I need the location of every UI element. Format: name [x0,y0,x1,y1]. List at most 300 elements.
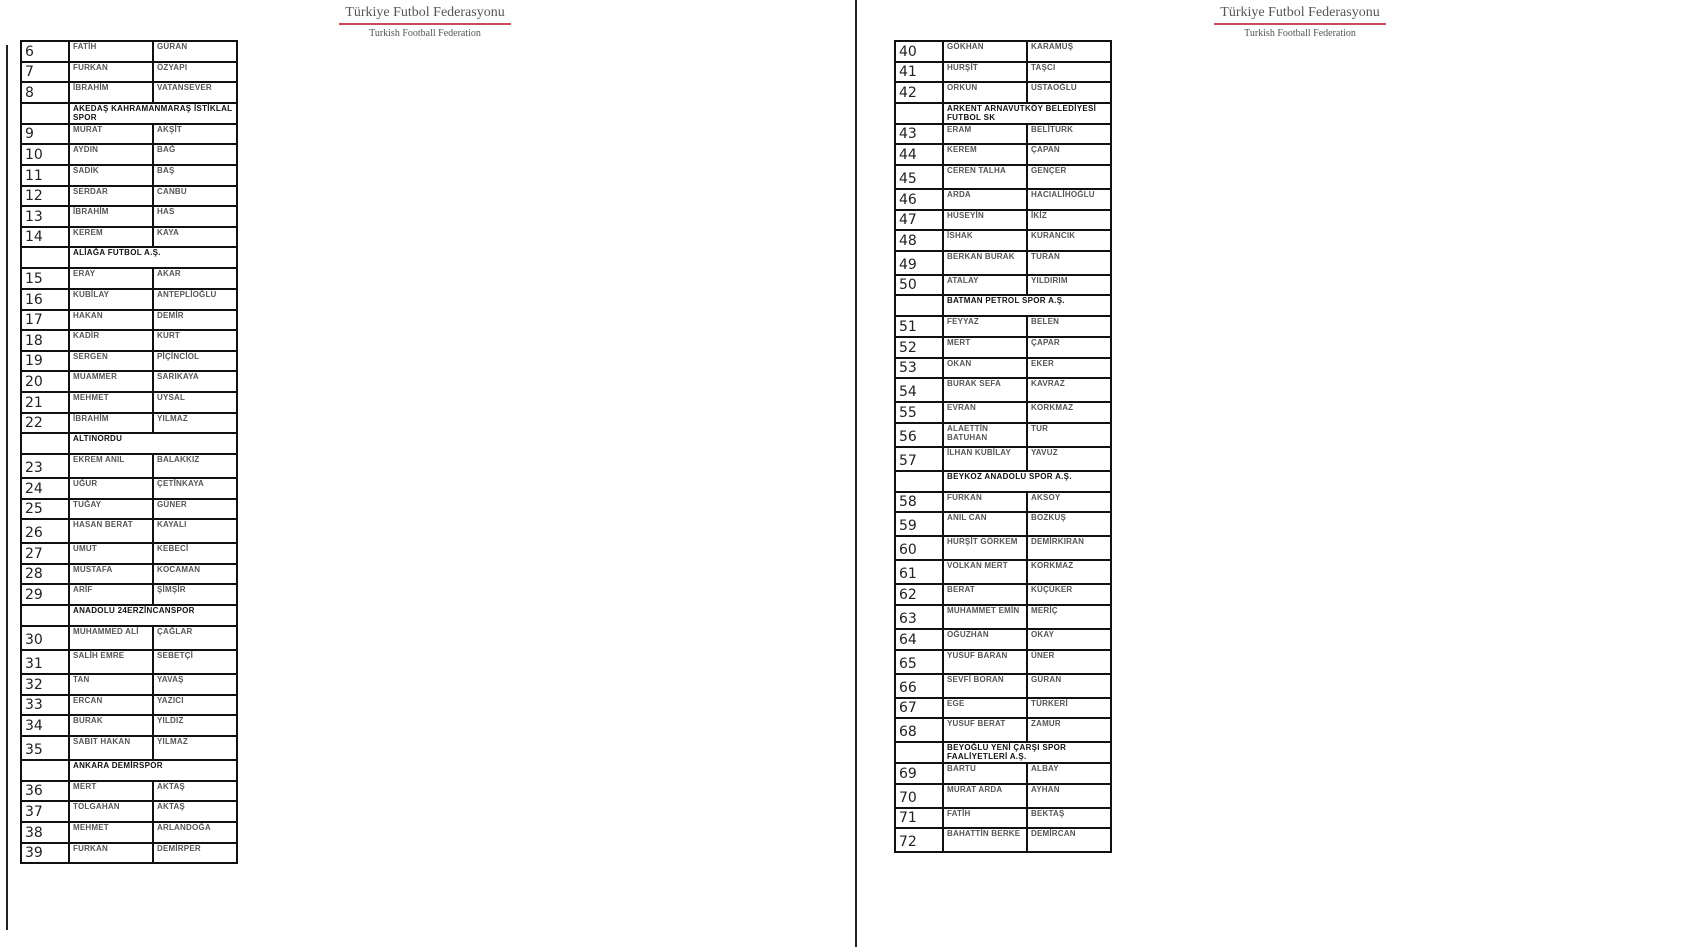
player-row [895,763,1111,784]
team-header-row [895,742,1111,763]
player-row [895,82,1111,103]
player-first-name: FATİH [943,808,1027,829]
player-first-name: ORKUN [943,82,1027,103]
player-first-name: MURAT [69,124,153,145]
player-row [21,781,237,802]
player-first-name: OĞUZHAN [943,629,1027,650]
player-last-name: VATANSEVER [153,82,237,103]
player-last-name: GÜNER [153,499,237,520]
player-row [21,695,237,716]
team-name: ANKARA DEMİRSPOR [69,760,237,781]
player-last-name: GÜRAN [153,41,237,62]
row-number-cell [21,433,69,454]
player-first-name: SADIK [69,165,153,186]
player-first-name: MERT [69,781,153,802]
player-last-name: TUR [1027,423,1111,447]
letterhead [325,4,525,40]
player-row [895,650,1111,674]
player-last-name: AYHAN [1027,784,1111,808]
player-row [895,402,1111,423]
row-number: 28 [21,564,69,585]
row-number: 43 [895,124,943,145]
row-number: 24 [21,478,69,499]
player-first-name: OKAN [943,358,1027,379]
row-number: 35 [21,736,69,760]
player-last-name: DEMİRPER [153,843,237,864]
team-header-row [21,760,237,781]
player-row [21,62,237,83]
player-first-name: FATİH [69,41,153,62]
player-row [21,543,237,564]
player-first-name: AYDIN [69,144,153,165]
player-last-name: ŞİMŞİR [153,584,237,605]
player-first-name: MURAT ARDA [943,784,1027,808]
player-first-name: FURKAN [69,843,153,864]
roster-table [894,40,1112,853]
player-last-name: KAVRAZ [1027,378,1111,402]
row-number-cell [21,103,69,124]
player-row [895,275,1111,296]
player-row [21,478,237,499]
row-number: 69 [895,763,943,784]
player-row [895,337,1111,358]
player-row [895,718,1111,742]
row-number: 57 [895,447,943,471]
player-row [895,230,1111,251]
player-last-name: BAĞ [153,144,237,165]
player-row [21,626,237,650]
row-number: 63 [895,605,943,629]
row-number: 71 [895,808,943,829]
player-row [21,41,237,62]
player-row [895,629,1111,650]
player-row [895,584,1111,605]
team-name: BEYOĞLU YENİ ÇARŞI SPOR FAALİYETLERİ A.Ş. [943,742,1111,763]
player-row [895,536,1111,560]
player-row [21,289,237,310]
player-first-name: MUSTAFA [69,564,153,585]
player-last-name: BEKTAŞ [1027,808,1111,829]
row-number: 12 [21,186,69,207]
player-last-name: YILDIZ [153,715,237,736]
row-number: 70 [895,784,943,808]
player-last-name: KOCAMAN [153,564,237,585]
player-last-name: ANTEPLİOĞLU [153,289,237,310]
player-first-name: YUSUF BERAT [943,718,1027,742]
row-number: 16 [21,289,69,310]
letterhead-subtitle: Turkish Football Federation [369,28,481,39]
row-number: 48 [895,230,943,251]
player-first-name: FEYYAZ [943,316,1027,337]
player-row [21,801,237,822]
player-row [895,124,1111,145]
letterhead-title: Türkiye Futbol Federasyonu [1220,5,1380,20]
player-first-name: EVRAN [943,402,1027,423]
player-first-name: SERDAR [69,186,153,207]
team-name: ALTINORDU [69,433,237,454]
row-number: 58 [895,492,943,513]
player-row [895,251,1111,275]
player-last-name: KORKMAZ [1027,402,1111,423]
player-last-name: UYSAL [153,392,237,413]
player-row [895,165,1111,189]
player-row [21,392,237,413]
player-row [895,784,1111,808]
player-last-name: USTAOĞLU [1027,82,1111,103]
player-first-name: MERT [943,337,1027,358]
row-number-cell [21,247,69,268]
player-row [21,82,237,103]
player-last-name: SEBETÇİ [153,650,237,674]
row-number: 6 [21,41,69,62]
team-name: ALİAĞA FUTBOL A.Ş. [69,247,237,268]
player-first-name: SEVFİ BORAN [943,674,1027,698]
row-number: 15 [21,268,69,289]
player-first-name: BURAK SEFA [943,378,1027,402]
team-header-row [895,471,1111,492]
letterhead-rule [1214,23,1386,25]
row-number: 37 [21,801,69,822]
player-row [895,41,1111,62]
row-number: 64 [895,629,943,650]
player-first-name: CEREN TALHA [943,165,1027,189]
player-last-name: DEMİRCAN [1027,828,1111,852]
row-number: 22 [21,413,69,434]
row-number-cell [21,760,69,781]
team-name: ANADOLU 24ERZİNCANSPOR [69,605,237,626]
player-last-name: AKTAŞ [153,801,237,822]
row-number-cell [21,605,69,626]
player-first-name: BERAT [943,584,1027,605]
player-first-name: ATALAY [943,275,1027,296]
row-number: 31 [21,650,69,674]
player-first-name: GÖKHAN [943,41,1027,62]
row-number: 55 [895,402,943,423]
player-row [895,605,1111,629]
row-number: 68 [895,718,943,742]
roster-table [20,40,238,864]
player-last-name: CANBU [153,186,237,207]
player-first-name: ARİF [69,584,153,605]
team-header-row [21,247,237,268]
row-number: 23 [21,454,69,478]
row-number: 27 [21,543,69,564]
player-last-name: TÜRKERİ [1027,698,1111,719]
player-first-name: MUHAMMET EMİN [943,605,1027,629]
player-first-name: TOLGAHAN [69,801,153,822]
row-number-cell [895,103,943,124]
player-last-name: TAŞCI [1027,62,1111,83]
player-first-name: ARDA [943,189,1027,210]
player-row [21,268,237,289]
player-last-name: ÖZYAPI [153,62,237,83]
player-first-name: İBRAHİM [69,82,153,103]
player-last-name: GÜRAN [1027,674,1111,698]
player-first-name: HÜSEYİN [943,210,1027,231]
player-last-name: OKAY [1027,629,1111,650]
row-number: 46 [895,189,943,210]
player-row [21,330,237,351]
player-first-name: BAHATTİN BERKE [943,828,1027,852]
player-last-name: ÇAPAR [1027,337,1111,358]
row-number: 14 [21,227,69,248]
player-last-name: GENÇER [1027,165,1111,189]
player-first-name: TUĞAY [69,499,153,520]
row-number: 52 [895,337,943,358]
row-number: 47 [895,210,943,231]
document-page-right [858,0,1682,947]
team-header-row [21,605,237,626]
player-last-name: AKSOY [1027,492,1111,513]
row-number: 41 [895,62,943,83]
player-first-name: UMUT [69,543,153,564]
player-row [895,808,1111,829]
player-first-name: ERAY [69,268,153,289]
player-row [21,124,237,145]
player-first-name: KEREM [69,227,153,248]
player-last-name: ÇETİNKAYA [153,478,237,499]
row-number: 66 [895,674,943,698]
row-number: 34 [21,715,69,736]
player-row [21,351,237,372]
player-last-name: PİÇİNCİOL [153,351,237,372]
player-first-name: KADİR [69,330,153,351]
player-row [895,358,1111,379]
player-first-name: HAKAN [69,310,153,331]
player-last-name: YILMAZ [153,413,237,434]
player-first-name: ANIL CAN [943,512,1027,536]
player-row [21,519,237,543]
player-last-name: İKİZ [1027,210,1111,231]
player-row [21,310,237,331]
player-last-name: HACIALİHOĞLU [1027,189,1111,210]
row-number: 51 [895,316,943,337]
row-number: 72 [895,828,943,852]
team-name: BATMAN PETROL SPOR A.Ş. [943,295,1111,316]
player-last-name: BAŞ [153,165,237,186]
row-number: 29 [21,584,69,605]
player-last-name: SARIKAYA [153,371,237,392]
player-last-name: BALAKKIZ [153,454,237,478]
player-row [21,186,237,207]
team-header-row [21,103,237,124]
player-last-name: ARLANDOĞA [153,822,237,843]
player-last-name: AKAR [153,268,237,289]
player-row [895,316,1111,337]
player-row [21,144,237,165]
player-last-name: TURAN [1027,251,1111,275]
player-first-name: HASAN BERAT [69,519,153,543]
player-row [895,423,1111,447]
player-row [895,698,1111,719]
player-first-name: KEREM [943,144,1027,165]
player-last-name: HAS [153,206,237,227]
player-first-name: SABIT HAKAN [69,736,153,760]
player-last-name: MERİÇ [1027,605,1111,629]
row-number: 53 [895,358,943,379]
letterhead [1200,4,1400,40]
player-last-name: ÇAĞLAR [153,626,237,650]
player-first-name: BERKAN BURAK [943,251,1027,275]
player-last-name: DEMİR [153,310,237,331]
row-number: 26 [21,519,69,543]
player-row [21,843,237,864]
row-number: 13 [21,206,69,227]
player-row [895,189,1111,210]
player-row [895,560,1111,584]
player-first-name: İBRAHİM [69,413,153,434]
player-row [21,227,237,248]
player-last-name: ÇAPAN [1027,144,1111,165]
player-first-name: MUHAMMED ALİ [69,626,153,650]
player-row [895,378,1111,402]
player-first-name: VOLKAN MERT [943,560,1027,584]
player-first-name: KUBİLAY [69,289,153,310]
player-last-name: BELEN [1027,316,1111,337]
player-row [21,499,237,520]
team-header-row [895,103,1111,124]
player-row [21,715,237,736]
row-number: 60 [895,536,943,560]
player-first-name: MUAMMER [69,371,153,392]
player-first-name: FURKAN [69,62,153,83]
row-number: 67 [895,698,943,719]
player-last-name: ZAMUR [1027,718,1111,742]
player-first-name: İSHAK [943,230,1027,251]
player-row [21,674,237,695]
row-number: 20 [21,371,69,392]
row-number: 36 [21,781,69,802]
player-row [895,447,1111,471]
player-row [895,210,1111,231]
player-last-name: AKŞİT [153,124,237,145]
player-first-name: ALAETTİN BATUHAN [943,423,1027,447]
row-number-cell [895,295,943,316]
player-row [21,413,237,434]
player-first-name: İBRAHİM [69,206,153,227]
row-number: 44 [895,144,943,165]
row-number: 9 [21,124,69,145]
player-first-name: EGE [943,698,1027,719]
row-number: 42 [895,82,943,103]
player-row [895,512,1111,536]
player-last-name: YAVAŞ [153,674,237,695]
player-last-name: ÜNER [1027,650,1111,674]
page-divider [855,0,857,947]
player-first-name: HURŞİT GÖRKEM [943,536,1027,560]
player-first-name: HURŞİT [943,62,1027,83]
player-row [21,650,237,674]
player-last-name: KÜÇÜKER [1027,584,1111,605]
player-row [895,62,1111,83]
player-first-name: BURAK [69,715,153,736]
player-first-name: BARTU [943,763,1027,784]
player-first-name: UĞUR [69,478,153,499]
row-number: 56 [895,423,943,447]
player-last-name: DEMİRKIRAN [1027,536,1111,560]
player-row [21,822,237,843]
team-header-row [895,295,1111,316]
row-number: 65 [895,650,943,674]
player-last-name: YILDIRIM [1027,275,1111,296]
margin-rule [6,45,8,930]
player-last-name: BOZKUŞ [1027,512,1111,536]
team-name: AKEDAŞ KAHRAMANMARAŞ İSTİKLAL SPOR [69,103,237,124]
player-last-name: YAZICI [153,695,237,716]
player-first-name: ERAM [943,124,1027,145]
row-number: 40 [895,41,943,62]
player-first-name: EKREM ANIL [69,454,153,478]
player-row [21,454,237,478]
player-row [21,165,237,186]
row-number: 18 [21,330,69,351]
row-number: 38 [21,822,69,843]
player-row [21,584,237,605]
row-number: 10 [21,144,69,165]
team-name: BEYKOZ ANADOLU SPOR A.Ş. [943,471,1111,492]
player-first-name: İLHAN KUBİLAY [943,447,1027,471]
row-number-cell [895,471,943,492]
player-row [21,371,237,392]
player-last-name: ALBAY [1027,763,1111,784]
row-number: 62 [895,584,943,605]
row-number: 54 [895,378,943,402]
player-first-name: SERGEN [69,351,153,372]
player-last-name: YILMAZ [153,736,237,760]
row-number: 19 [21,351,69,372]
row-number: 11 [21,165,69,186]
row-number: 32 [21,674,69,695]
player-first-name: YUSUF BARAN [943,650,1027,674]
player-last-name: EKER [1027,358,1111,379]
player-last-name: KAYALI [153,519,237,543]
row-number: 21 [21,392,69,413]
player-last-name: KORKMAZ [1027,560,1111,584]
player-last-name: KARAMUŞ [1027,41,1111,62]
row-number: 39 [21,843,69,864]
player-last-name: YAVUZ [1027,447,1111,471]
player-first-name: FURKAN [943,492,1027,513]
player-last-name: KURANCIK [1027,230,1111,251]
player-last-name: KURT [153,330,237,351]
player-row [895,492,1111,513]
player-last-name: KEBECİ [153,543,237,564]
player-row [895,674,1111,698]
player-row [895,144,1111,165]
row-number: 45 [895,165,943,189]
player-first-name: ERCAN [69,695,153,716]
player-row [21,564,237,585]
row-number: 8 [21,82,69,103]
player-first-name: MEHMET [69,822,153,843]
row-number: 17 [21,310,69,331]
row-number: 61 [895,560,943,584]
row-number: 7 [21,62,69,83]
row-number: 50 [895,275,943,296]
team-name: ARKENT ARNAVUTKÖY BELEDİYESİ FUTBOL SK [943,103,1111,124]
letterhead-rule [339,23,511,25]
letterhead-title: Türkiye Futbol Federasyonu [345,5,505,20]
row-number-cell [895,742,943,763]
player-last-name: AKTAŞ [153,781,237,802]
player-row [21,736,237,760]
team-header-row [21,433,237,454]
row-number: 33 [21,695,69,716]
row-number: 49 [895,251,943,275]
row-number: 25 [21,499,69,520]
player-last-name: KAYA [153,227,237,248]
row-number: 30 [21,626,69,650]
